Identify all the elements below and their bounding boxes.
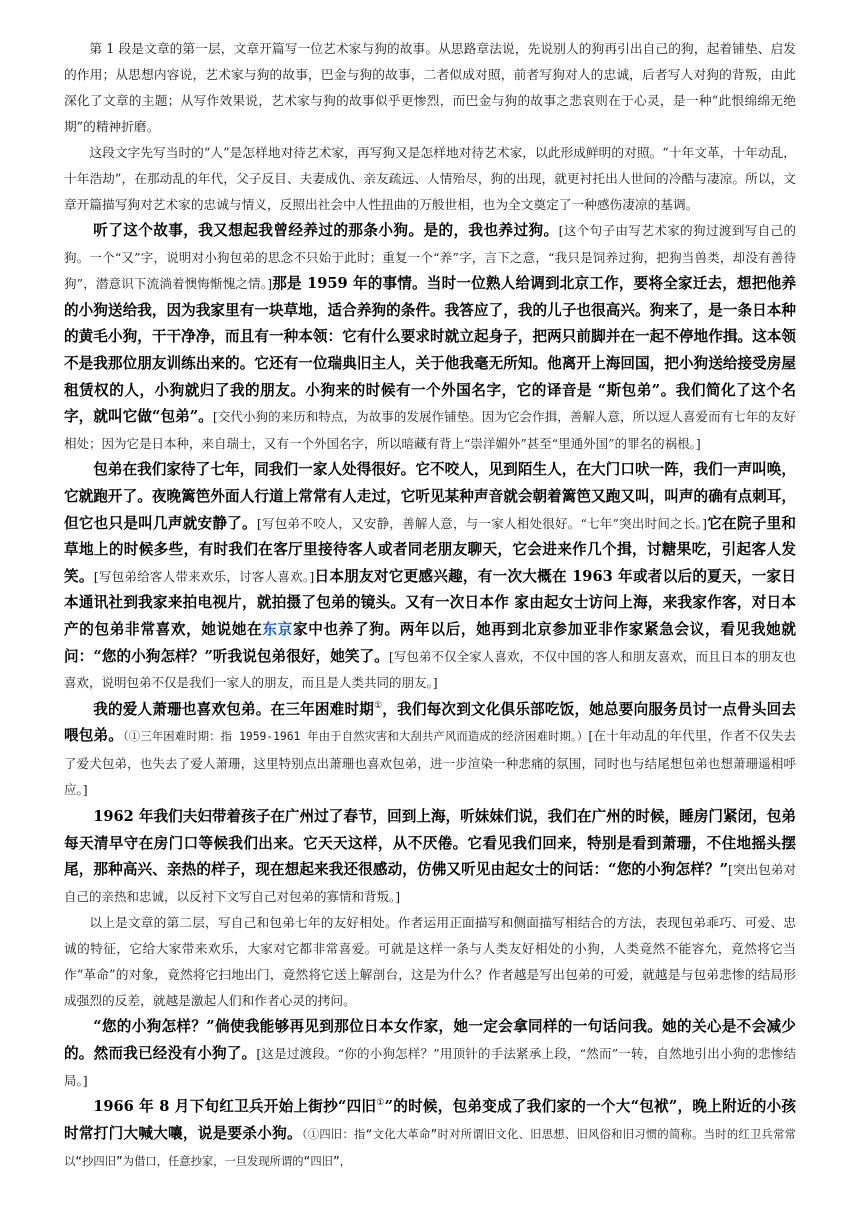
body-text: 我的爱人萧珊也喜欢包弟。在三年困难时期 (93, 700, 375, 718)
annotation: [写包弟不仅全家人喜欢，不仅中国的客人和朋友喜欢，而且日本的朋友也喜欢，说明包弟不仅是我们一家人的朋友，而且是人类共同的朋友。] (64, 648, 796, 691)
body-text: 那是 1959 年的事情。当时一位熟人给调到北京工作，要将全家迁去，想把他养的小狗送给我，因为我家里有一块草地，适合养狗的条件。我答应了，我的儿子也很高兴。狗来了，是一条日本种的黄毛小狗，干干净净，而且有一种本领：它有什么要求时就立起身子，把两只前脚并在一起不停地作揖。这本领不是我那位朋友训练出来的。它还有一位瑞典旧主人，关于他我毫无所知。他离开上海回国，把小狗送给接受房屋租赁权的人，小狗就归了我的朋友。小狗来的时候有一个外国名字，它的译音是 “斯包弟”。我们简化了这个名字，就叫它做“包弟”。 (64, 275, 796, 426)
body-text: ，我们每次到文化俱乐部吃饭，她总要向服务员讨一点骨头回去喂包弟。 (64, 700, 796, 745)
annotation: [交代小狗的来历和特点，为故事的发展作铺垫。因为它会作揖，善解人意，所以逗人喜爱而有七年的友好相处；因为它是日本种，来自瑞士，又有一个外国名字，所以暗藏有背上“崇洋媚外”甚至“里通外国”的罪名的祸根。] (64, 409, 796, 451)
footnote: （①三年困难时期：指 1959-1961 年由于自然灾害和大刮共产风而造成的经济困难时期。） (123, 730, 589, 744)
footnote: （①四旧：指“文化大革命”时对所谓旧文化、旧思想、旧风俗和旧习惯的简称。当时的红卫兵常常以“抄四旧”为借口，任意抄家，一旦发现所谓的“四旧”， (64, 1127, 796, 1169)
body-text: 包弟在我们家待了七年，同我们一家人处得很好。它不咬人，见到陌生人，在大门口吠一阵，我们一声叫唤，它就跑开了。夜晚篱笆外面人行道上常常有人走过，它听见某种声音就会朝着篱笆又跑又叫，叫声的确有点刺耳，但它也只是叫几声就安静了。 (64, 461, 796, 532)
annotation: [在十年动乱的年代里，作者不仅失去了爱犬包弟，也失去了爱人萧珊，这里特别点出萧珊也喜欢包弟，进一步渲染一种悲痛的氛围，同时也与结尾想包弟也想萧珊遥相呼应。] (64, 728, 796, 798)
annotation: [这是过渡段。“你的小狗怎样？”用顶针的手法紧承上段，“然而”一转，自然地引出小狗的悲惨结局。] (64, 1046, 796, 1088)
commentary-paragraph-2: 这段文字先写当时的“人”是怎样地对待艺术家，再写狗又是怎样地对待艺术家，以此形成鲜明的对照。“十年文革，十年动乱，十年浩劫”，在那动乱的年代，父子反目、夫妻成仇、亲友疏远、人情殆尽，狗的出现，就更衬托出人世间的冷酷与凄凉。所以，文章开篇描写狗对艺术家的忠诚与情义，反照出社会中人性扭曲的万般世相，也为全文奠定了一种感伤凄凉的基调。 (64, 145, 796, 212)
body-text: 1962 年我们夫妇带着孩子在广州过了春节，回到上海，听妹妹们说，我们在广州的时候，睡房门紧闭，包弟每天清早守在房门口等候我们出来。它天天这样，从不厌倦。它看见我们回来，特别是看到萧珊，不住地摇头摆尾，那种高兴、亲热的样子，现在想起来我还很感动，仿佛又听见由起女士的问话：“您的小狗怎样？” (64, 808, 796, 879)
body-text: ”的时候，包弟变成了我们家的一个大“包袱”，晚上附近的小孩时常打门大喊大嚷，说是要杀小狗。 (64, 1098, 796, 1142)
text-paragraph-8 (64, 1014, 796, 1094)
annotation: [突出包弟对自己的亲热和忠诚，以反衬下文写自己对包弟的寡情和背叛。] (64, 862, 796, 904)
body-text: “您的小狗怎样？”倘使我能够再见到那位日本女作家，她一定会拿同样的一句话问我。她的关心是不会减少的。然而我已经没有小狗了。 (64, 1018, 796, 1063)
annotation: [写包弟不咬人，又安静，善解人意，与一家人相处很好。“七年”突出时间之长。] (256, 515, 707, 531)
tokyo-link[interactable]: 东京 (262, 620, 293, 638)
text-paragraph-9 (64, 1094, 796, 1176)
text-paragraph-6 (64, 804, 796, 910)
text-paragraph-3 (64, 218, 796, 457)
annotation: [这个句子由写艺术家的狗过渡到写自己的狗。一个“又”字，说明对小狗包弟的思念不只始于此时；重复一个“养”字，言下之意，“我只是饲养过狗，把狗当兽类，却没有善待狗”，潜意识下流淌着懊悔惭愧之情。] (64, 223, 796, 292)
commentary-paragraph-7: 以上是文章的第二层，写自己和包弟七年的友好相处。作者运用正面描写和侧面描写相结合的方法，表现包弟乖巧、可爱、忠诚的特征，它给大家带来欢乐，大家对它都非常喜爱。可就是这样一条与人类友好相处的小狗，人类竟然不能容允，竟然将它当作“革命”的对象，竟然将它扫地出门，竟然将它送上解剖台，这是为什么？作者越是写出包弟的可爱，就越是与包弟悲惨的结局形成强烈的反差，就越是激起人们和作者心灵的拷问。 (64, 915, 796, 1009)
body-text: 家中也养了狗。两年以后，她再到北京参加亚非作家紧急会议，看见我她就问：“您的小狗怎样？”听我说包弟很好，她笑了。 (64, 620, 796, 665)
text-paragraph-4 (64, 457, 796, 696)
body-text: 听了这个故事，我又想起我曾经养过的那条小狗。是的，我也养过狗。 (93, 222, 559, 239)
annotation: [写包弟给客人带来欢乐，讨客人喜欢。] (93, 568, 315, 584)
body-text: 它在院子里和草地上的时候多些，有时我们在客厅里接待客人或者同老朋友聊天，它会进来作几个揖，讨糖果吃，引起客人发笑。 (64, 514, 796, 585)
footnote-marker: ① (376, 1098, 385, 1109)
commentary-paragraph-1: 第 1 段是文章的第一层，文章开篇写一位艺术家与狗的故事。从思路章法说，先说别人的狗再引出自己的狗，起着铺垫、启发的作用；从思想内容说，艺术家与狗的故事，巴金与狗的故事，二者似成对照，前者写狗对人的忠诚，后者写人对狗的背叛，由此深化了文章的主题；从写作效果说，艺术家与狗的故事似乎更惨烈，而巴金与狗的故事之悲哀则在于心灵，是一种“此恨绵绵无绝期”的精神折磨。 (64, 41, 796, 134)
body-text: 日本朋友对它更感兴趣，有一次大概在 1963 年或者以后的夏天，一家日本通讯社到我家来拍电视片，就拍摄了包弟的镜头。又有一次日本作 家由起女士访问上海，来我家作客，对日本产的包弟非常喜欢，她说她在 (64, 567, 796, 638)
body-text: 1966 年 8 月下旬红卫兵开始上街抄“四旧 (93, 1098, 377, 1116)
text-paragraph-5 (64, 697, 796, 804)
footnote-marker: ① (374, 700, 383, 711)
